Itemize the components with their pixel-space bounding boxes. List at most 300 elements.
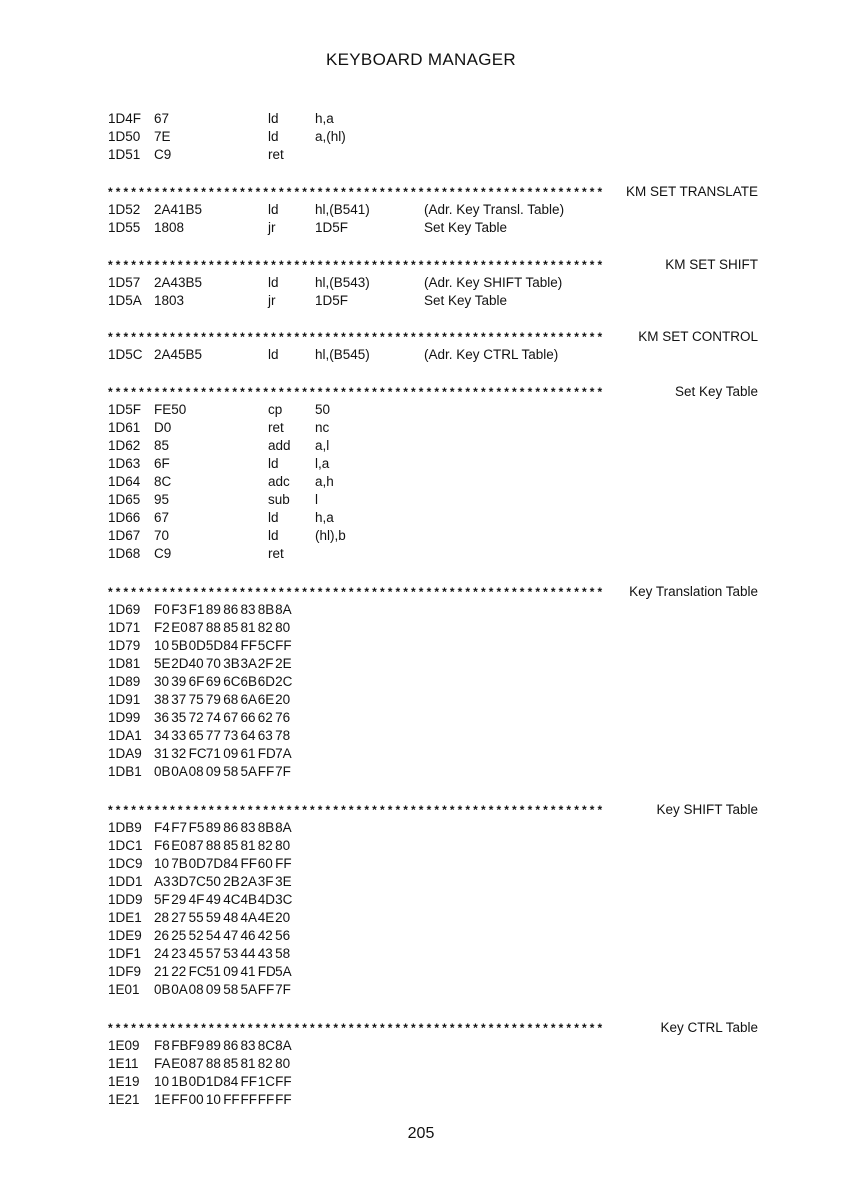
byte: 86 [223, 820, 239, 835]
byte: 76 [275, 710, 291, 725]
byte: FD [257, 746, 276, 761]
byte: 58 [223, 982, 239, 997]
byte: 09 [223, 964, 239, 979]
byte: 0A [171, 982, 188, 997]
comment: (Adr. Key SHIFT Table) [424, 275, 563, 290]
byte: 3D [171, 874, 189, 889]
byte: E0 [171, 1056, 188, 1071]
byte: 83 [240, 602, 256, 617]
mnemonic: ld [268, 347, 279, 362]
byte-values [154, 619, 292, 637]
byte: E0 [171, 838, 188, 853]
byte: F7 [171, 820, 188, 835]
code-line [108, 509, 758, 527]
table-row [108, 945, 758, 963]
operand: hl,(B545) [315, 347, 370, 362]
table-row [108, 909, 758, 927]
code-line [108, 201, 758, 219]
byte-values [154, 745, 292, 763]
byte: 42 [257, 928, 273, 943]
byte: 6F [188, 674, 205, 689]
operand: nc [315, 420, 330, 435]
byte: 09 [205, 982, 221, 997]
address: 1DA9 [108, 746, 142, 761]
byte: 29 [171, 892, 187, 907]
byte: FC [188, 746, 207, 761]
byte: 6D [257, 674, 276, 689]
address: 1D68 [108, 546, 141, 561]
byte: 7D [205, 856, 224, 871]
byte-values [154, 691, 292, 709]
mnemonic: jr [268, 220, 276, 235]
byte: F0 [154, 602, 170, 617]
byte: 5B [171, 638, 188, 653]
byte: 24 [154, 946, 170, 961]
address: 1D5A [108, 293, 142, 308]
byte: 71 [205, 746, 221, 761]
byte: FF [240, 638, 257, 653]
byte: 45 [188, 946, 204, 961]
address: 1DC9 [108, 856, 143, 871]
section-separator [108, 328, 758, 346]
byte: 7F [275, 982, 291, 997]
byte-values [154, 855, 292, 873]
byte: 47 [223, 928, 239, 943]
byte: 84 [223, 1074, 239, 1089]
star-rule: **************************************************************** [108, 385, 606, 399]
comment: (Adr. Key Transl. Table) [424, 202, 565, 217]
byte: 55 [188, 910, 204, 925]
code-line [108, 437, 758, 455]
comment: Set Key Table [424, 220, 508, 235]
byte: 68 [223, 692, 239, 707]
section-separator [108, 801, 758, 819]
address: 1D5C [108, 347, 143, 362]
byte: 10 [154, 856, 170, 871]
byte: 5E [154, 656, 171, 671]
byte: 84 [223, 638, 239, 653]
byte: 69 [205, 674, 221, 689]
byte: 48 [223, 910, 239, 925]
mnemonic: jr [268, 293, 276, 308]
page-title: KEYBOARD MANAGER [326, 50, 516, 69]
byte: 2D [171, 656, 189, 671]
byte: 62 [257, 710, 273, 725]
table-row [108, 855, 758, 873]
byte: 87 [188, 838, 204, 853]
byte: FF [240, 1092, 257, 1107]
byte: 44 [240, 946, 256, 961]
byte: 6C [223, 674, 241, 689]
byte: FD [257, 964, 276, 979]
byte: 2F [257, 656, 274, 671]
byte: 46 [240, 928, 256, 943]
address: 1DE9 [108, 928, 142, 943]
mnemonic: ret [268, 420, 284, 435]
byte: FF [171, 1092, 188, 1107]
byte: 4B [240, 892, 257, 907]
address: 1DE1 [108, 910, 142, 925]
byte: 8A [275, 602, 292, 617]
byte: 8A [275, 820, 292, 835]
byte: 50 [205, 874, 221, 889]
code-line [108, 346, 758, 364]
byte: 8C [257, 1038, 276, 1053]
byte: 31 [154, 746, 170, 761]
byte: 20 [275, 910, 291, 925]
byte: 88 [205, 1056, 221, 1071]
mnemonic: adc [268, 474, 290, 489]
byte: 3F [257, 874, 274, 889]
address: 1D4F [108, 111, 142, 126]
byte: 80 [275, 1056, 291, 1071]
byte: 82 [257, 1056, 273, 1071]
operand: hl,(B541) [315, 202, 370, 217]
byte: 64 [240, 728, 256, 743]
byte: 5F [154, 892, 170, 907]
byte-values [154, 837, 292, 855]
byte: 4D [257, 892, 276, 907]
table-row [108, 619, 758, 637]
byte: 59 [205, 910, 221, 925]
address: 1D5F [108, 402, 142, 417]
table-row [108, 1091, 758, 1109]
section-label: KM SET TRANSLATE [622, 183, 758, 201]
table-row [108, 637, 758, 655]
byte: 23 [171, 946, 187, 961]
byte: FF [240, 856, 257, 871]
operand: h,a [315, 111, 334, 126]
code-line [108, 219, 758, 237]
byte: 56 [275, 928, 291, 943]
opcode: 2A45B5 [154, 347, 203, 362]
byte: 28 [154, 910, 170, 925]
address: 1D69 [108, 602, 141, 617]
opcode: D0 [154, 420, 172, 435]
address: 1DD1 [108, 874, 143, 889]
byte: 88 [205, 620, 221, 635]
byte: FF [275, 856, 292, 871]
operand: hl,(B543) [315, 275, 370, 290]
byte: 08 [188, 982, 204, 997]
byte: F5 [188, 820, 205, 835]
byte: 63 [257, 728, 273, 743]
byte: 85 [223, 838, 239, 853]
byte: 6E [257, 692, 275, 707]
address: 1D67 [108, 528, 141, 543]
byte: 09 [205, 764, 221, 779]
code-line [108, 128, 758, 146]
byte-values [154, 873, 292, 891]
byte: 36 [154, 710, 170, 725]
byte: 57 [205, 946, 221, 961]
byte: 61 [240, 746, 256, 761]
opcode: 2A43B5 [154, 275, 203, 290]
byte: 0D [188, 638, 206, 653]
byte: 00 [188, 1092, 204, 1107]
address: 1DA1 [108, 728, 142, 743]
byte: 58 [223, 764, 239, 779]
table-row [108, 927, 758, 945]
opcode: 1808 [154, 220, 185, 235]
opcode: 1803 [154, 293, 185, 308]
byte: 33 [171, 728, 187, 743]
byte: E0 [171, 620, 188, 635]
byte-values [154, 637, 292, 655]
byte: 87 [188, 620, 204, 635]
byte: 32 [171, 746, 187, 761]
byte: 10 [205, 1092, 221, 1107]
address: 1D66 [108, 510, 141, 525]
section-label: KM SET SHIFT [661, 256, 758, 274]
address: 1D55 [108, 220, 141, 235]
byte: 60 [257, 856, 273, 871]
byte: 40 [188, 656, 204, 671]
address: 1D99 [108, 710, 141, 725]
star-rule: **************************************************************** [108, 258, 606, 272]
mnemonic: ld [268, 111, 279, 126]
byte: 10 [154, 638, 170, 653]
section-separator [108, 583, 758, 601]
address: 1D64 [108, 474, 141, 489]
address: 1DF9 [108, 964, 142, 979]
byte: 54 [205, 928, 221, 943]
byte: 35 [171, 710, 187, 725]
byte: 1D [205, 1074, 224, 1089]
byte: FF [275, 638, 292, 653]
byte: 10 [154, 1074, 170, 1089]
byte: 2B [223, 874, 240, 889]
code-line [108, 274, 758, 292]
byte: 5A [240, 764, 257, 779]
address: 1D65 [108, 492, 141, 507]
address: 1E01 [108, 982, 140, 997]
table-row [108, 837, 758, 855]
byte-values [154, 1073, 292, 1091]
operand: 50 [315, 402, 331, 417]
section-separator [108, 256, 758, 274]
address: 1D91 [108, 692, 141, 707]
byte: FF [257, 982, 275, 997]
table-row [108, 963, 758, 981]
byte: 81 [240, 1056, 256, 1071]
code-line [108, 491, 758, 509]
table-row [108, 673, 758, 691]
mnemonic: ld [268, 129, 279, 144]
byte: 79 [205, 692, 221, 707]
byte-values [154, 709, 292, 727]
byte: 38 [154, 692, 170, 707]
byte-values [154, 891, 292, 909]
byte: 4F [188, 892, 205, 907]
address: 1D51 [108, 147, 141, 162]
mnemonic: ld [268, 510, 279, 525]
byte: 83 [240, 1038, 256, 1053]
byte: 7A [275, 746, 292, 761]
mnemonic: ret [268, 546, 284, 561]
mnemonic: cp [268, 402, 283, 417]
byte: 7F [275, 764, 291, 779]
address: 1D52 [108, 202, 141, 217]
address: 1D63 [108, 456, 141, 471]
address: 1DD9 [108, 892, 143, 907]
table-row [108, 891, 758, 909]
byte: F3 [171, 602, 188, 617]
section-label: Set Key Table [671, 383, 758, 401]
byte: F4 [154, 820, 170, 835]
operand: l,a [315, 456, 330, 471]
opcode: 7E [154, 129, 171, 144]
byte: 41 [240, 964, 256, 979]
byte: FF [223, 1092, 240, 1107]
byte: 80 [275, 838, 291, 853]
address: 1E09 [108, 1038, 140, 1053]
byte: FF [275, 1074, 292, 1089]
address: 1D57 [108, 275, 141, 290]
byte: 75 [188, 692, 204, 707]
byte: FF [257, 1092, 275, 1107]
opcode: 67 [154, 111, 170, 126]
table-row [108, 709, 758, 727]
table-row [108, 873, 758, 891]
byte: 2E [275, 656, 292, 671]
byte: 82 [257, 620, 273, 635]
table-row [108, 981, 758, 999]
byte: 5A [275, 964, 292, 979]
byte-values [154, 909, 292, 927]
byte: 70 [205, 656, 221, 671]
table-row [108, 763, 758, 781]
comment: Set Key Table [424, 293, 508, 308]
code-line [108, 292, 758, 310]
byte: 34 [154, 728, 170, 743]
address: 1DB9 [108, 820, 142, 835]
byte: FB [171, 1038, 189, 1053]
byte: F6 [154, 838, 170, 853]
address: 1DC1 [108, 838, 143, 853]
byte: 81 [240, 838, 256, 853]
byte: 78 [275, 728, 291, 743]
byte-values [154, 763, 292, 781]
byte: 3E [275, 874, 292, 889]
byte: 30 [154, 674, 170, 689]
byte-values [154, 727, 292, 745]
byte-values [154, 1091, 292, 1109]
opcode: 85 [154, 438, 170, 453]
byte-values [154, 927, 292, 945]
byte: 49 [205, 892, 221, 907]
operand: 1D5F [315, 293, 349, 308]
address: 1E21 [108, 1092, 140, 1107]
byte: 4C [223, 892, 241, 907]
byte: 89 [205, 820, 221, 835]
byte: 1C [257, 1074, 276, 1089]
mnemonic: ret [268, 147, 284, 162]
byte-values [154, 963, 292, 981]
byte: 77 [205, 728, 221, 743]
byte: 37 [171, 692, 187, 707]
table-row [108, 819, 758, 837]
byte: 84 [223, 856, 239, 871]
byte: 25 [171, 928, 187, 943]
byte: 22 [171, 964, 187, 979]
code-line [108, 527, 758, 545]
byte: 67 [223, 710, 239, 725]
address: 1D71 [108, 620, 141, 635]
byte: FF [275, 1092, 292, 1107]
opcode: 2A41B5 [154, 202, 203, 217]
opcode: FE50 [154, 402, 187, 417]
operand: 1D5F [315, 220, 349, 235]
byte: 1B [171, 1074, 188, 1089]
byte: 89 [205, 1038, 221, 1053]
operand: l [315, 492, 318, 507]
byte: 65 [188, 728, 204, 743]
byte: 86 [223, 1038, 239, 1053]
byte: 83 [240, 820, 256, 835]
byte: FF [240, 1074, 257, 1089]
star-rule: **************************************************************** [108, 1021, 606, 1035]
byte: 2A [240, 874, 257, 889]
byte: F9 [188, 1038, 205, 1053]
opcode: 8C [154, 474, 172, 489]
byte-values [154, 601, 292, 619]
byte: 88 [205, 838, 221, 853]
code-line [108, 545, 758, 563]
byte: 0B [154, 982, 171, 997]
byte: 6B [240, 674, 257, 689]
byte: 89 [205, 602, 221, 617]
byte: 52 [188, 928, 204, 943]
byte: A3 [154, 874, 171, 889]
byte-values [154, 1055, 292, 1073]
byte: 5C [257, 638, 276, 653]
byte: 74 [205, 710, 221, 725]
address: 1D50 [108, 129, 141, 144]
address: 1D79 [108, 638, 141, 653]
byte: 87 [188, 1056, 204, 1071]
address: 1D89 [108, 674, 141, 689]
byte-values [154, 819, 292, 837]
opcode: 6F [154, 456, 170, 471]
star-rule: **************************************************************** [108, 185, 606, 199]
table-label: Key SHIFT Table [652, 801, 758, 819]
byte: 0D [188, 1074, 206, 1089]
code-line [108, 473, 758, 491]
address: 1D81 [108, 656, 141, 671]
table-row [108, 1055, 758, 1073]
code-line [108, 455, 758, 473]
byte: 66 [240, 710, 256, 725]
section-separator [108, 183, 758, 201]
section-separator [108, 1019, 758, 1037]
mnemonic: ld [268, 456, 279, 471]
table-row [108, 691, 758, 709]
address: 1DB1 [108, 764, 142, 779]
byte: 51 [205, 964, 221, 979]
byte: 58 [275, 946, 291, 961]
table-row [108, 727, 758, 745]
byte: F8 [154, 1038, 170, 1053]
byte: 8B [257, 602, 275, 617]
operand: a,(hl) [315, 129, 346, 144]
byte-values [154, 673, 292, 691]
opcode: C9 [154, 147, 172, 162]
address: 1D62 [108, 438, 141, 453]
section-separator [108, 383, 758, 401]
byte: 73 [223, 728, 239, 743]
byte: 08 [188, 764, 204, 779]
